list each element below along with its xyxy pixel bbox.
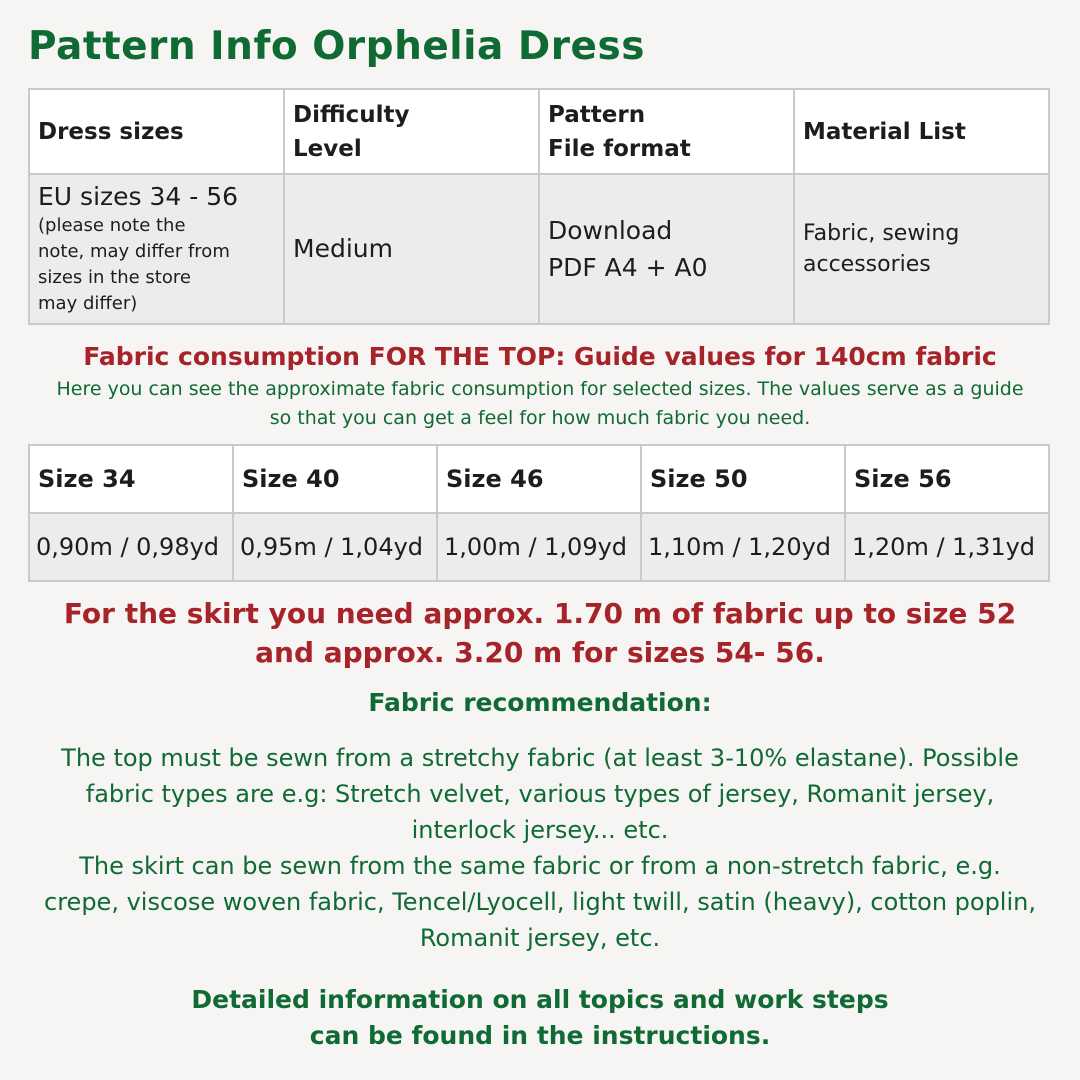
size-value-row <box>29 513 1049 581</box>
size-header-cell: Size 50 <box>641 445 845 513</box>
header-difficulty-line1: Difficulty <box>293 101 410 128</box>
size-value-cell: 0,90m / 0,98yd <box>29 513 233 581</box>
consumption-subtext: Here you can see the approximate fabric consumption for selected sizes. The values serve as a guide so that you can get a feel for how much fabric you need. <box>56 378 1024 429</box>
size-value-cell: 1,10m / 1,20yd <box>641 513 845 581</box>
consumption-heading: Fabric consumption FOR THE TOP: Guide values for 140cm fabric <box>83 342 997 371</box>
header-difficulty <box>284 89 539 174</box>
footer-line2: can be found in the instructions. <box>309 1021 771 1050</box>
value-material-list <box>794 174 1049 324</box>
info-value-row <box>29 174 1049 324</box>
skirt-note-line1: For the skirt you need approx. 1.70 m of fabric up to size 52 <box>63 597 1017 630</box>
page-title: Pattern Info Orphelia Dress <box>28 24 645 69</box>
material-line2: accessories <box>803 252 931 277</box>
header-format-line1: Pattern <box>548 101 646 128</box>
sizes-note-line: may differ) <box>38 293 138 314</box>
material-line1: Fabric, sewing <box>803 221 960 246</box>
header-material-label: Material List <box>803 118 966 145</box>
fabric-size-table <box>28 444 1050 582</box>
skirt-note <box>0 594 1080 672</box>
sizes-note-line: sizes in the store <box>38 267 191 288</box>
difficulty-value: Medium <box>293 234 393 263</box>
value-file-format <box>539 174 794 324</box>
value-dress-sizes <box>29 174 284 324</box>
header-dress-sizes-label: Dress sizes <box>38 118 184 145</box>
recommendation-paragraph-skirt: The skirt can be sewn from the same fabric or from a non-stretch fabric, e.g. crepe, viscose woven fabric, Tencel/Lyocell, light twill, satin (heavy), cotton poplin, Romanit jersey, etc. <box>44 852 1036 952</box>
sizes-note-line: note, may differ from <box>38 241 230 262</box>
recommendation-body <box>0 740 1080 956</box>
size-value-cell: 1,20m / 1,31yd <box>845 513 1049 581</box>
recommendation-paragraph-top: The top must be sewn from a stretchy fabric (at least 3-10% elastane). Possible fabric types are e.g: Stretch velvet, various types of jersey, Romanit jersey, interlock jersey... etc. <box>61 744 1019 844</box>
pattern-info-table <box>28 88 1050 325</box>
info-header-row <box>29 89 1049 174</box>
format-line2: PDF A4 + A0 <box>548 253 708 282</box>
value-difficulty <box>284 174 539 324</box>
recommendation-heading: Fabric recommendation: <box>368 688 712 717</box>
header-dress-sizes <box>29 89 284 174</box>
header-difficulty-line2: Level <box>293 135 362 162</box>
header-material-list <box>794 89 1049 174</box>
size-value-cell: 0,95m / 1,04yd <box>233 513 437 581</box>
footer-note <box>0 982 1080 1054</box>
sizes-note-line: (please note the <box>38 215 186 236</box>
size-header-row <box>29 445 1049 513</box>
skirt-note-line2: and approx. 3.20 m for sizes 54- 56. <box>255 636 825 669</box>
header-file-format <box>539 89 794 174</box>
size-header-cell: Size 56 <box>845 445 1049 513</box>
header-format-line2: File format <box>548 135 691 162</box>
footer-line1: Detailed information on all topics and work steps <box>191 985 889 1014</box>
size-value-cell: 1,00m / 1,09yd <box>437 513 641 581</box>
size-header-cell: Size 34 <box>29 445 233 513</box>
sizes-main: EU sizes 34 - 56 <box>38 182 239 211</box>
size-header-cell: Size 46 <box>437 445 641 513</box>
size-header-cell: Size 40 <box>233 445 437 513</box>
format-line1: Download <box>548 216 673 245</box>
